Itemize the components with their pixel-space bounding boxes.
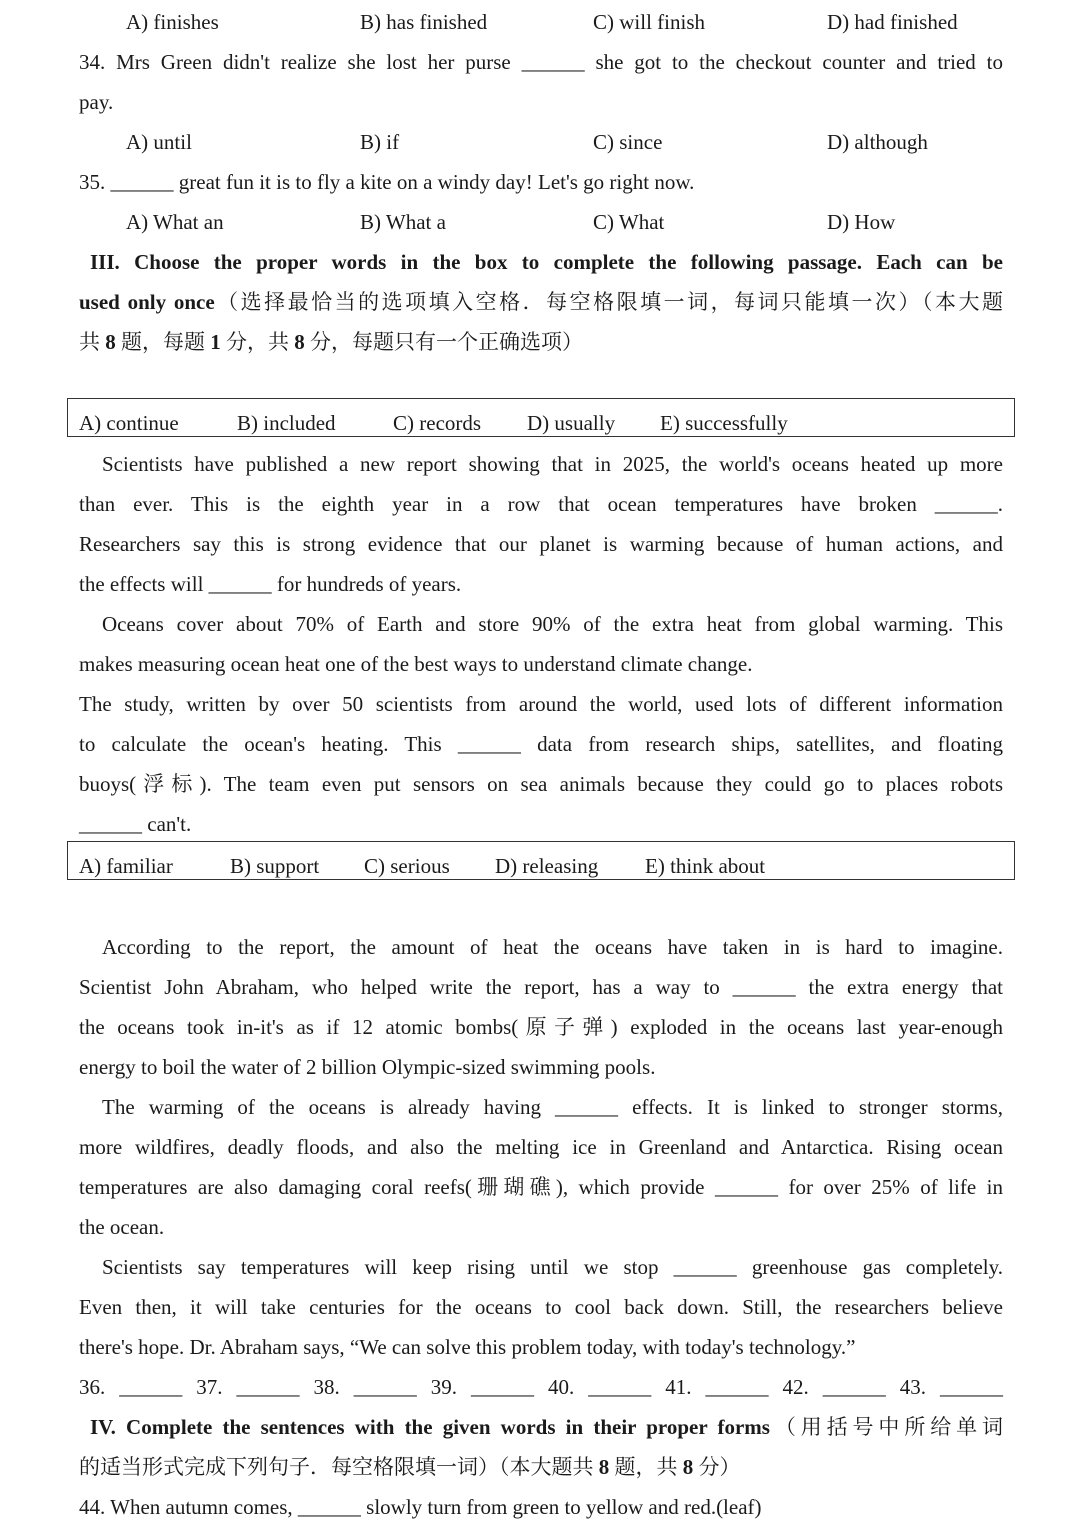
text-line — [79, 1494, 1003, 1520]
text-line — [79, 1294, 1003, 1320]
word-box-item: E) successfully — [660, 411, 788, 435]
word-box-item: B) support — [230, 854, 320, 878]
text-segment: IV. Complete the sentences with the given words in their proper forms — [90, 1415, 770, 1439]
text-segment: energy to boil the water of 2 billion Olympic-sized swimming pools. — [79, 1055, 656, 1079]
text-segment: pay. — [79, 90, 114, 114]
text-line — [79, 531, 1003, 557]
text-segment: 8 — [294, 330, 305, 354]
text-segment: Researchers say this is strong evidence that our planet is warming because of human actions, and — [79, 532, 1003, 556]
text-segment: 共 — [79, 330, 106, 354]
word-box-item: B) included — [237, 411, 336, 435]
text-segment: 8 — [598, 1455, 610, 1479]
section-heading — [90, 1414, 1003, 1440]
text-segment: Scientist John Abraham, who helped write the report, has a way to ______ the extra energy that — [79, 975, 1003, 999]
text-segment: to calculate the ocean's heating. This ______ data from research ships, satellites, and floating — [79, 732, 1003, 756]
text-line — [79, 89, 1003, 115]
word-box-item: C) serious — [364, 854, 450, 878]
text-segment: 36. ______ 37. ______ 38. ______ 39. ______ 40. ______ 41. ______ 42. ______ 43. ______ — [79, 1375, 1003, 1399]
answer-option: A) finishes — [126, 10, 219, 34]
text-line — [79, 491, 1003, 517]
text-line — [79, 691, 1003, 717]
section-heading — [90, 249, 1003, 275]
text-line — [102, 451, 1003, 477]
text-line — [79, 1374, 1003, 1400]
text-line — [102, 1094, 1003, 1120]
text-segment: used only once — [79, 290, 215, 314]
text-segment: than ever. This is the eighth year in a row that ocean temperatures have broken ______. — [79, 492, 1003, 516]
text-segment: Even then, it will take centuries for the oceans to cool back down. Still, the researchers believe — [79, 1295, 1003, 1319]
word-box-item: A) familiar — [79, 854, 173, 878]
answer-option: D) had finished — [827, 10, 958, 34]
text-line — [79, 169, 1003, 195]
text-line — [79, 289, 1003, 315]
text-line — [79, 1174, 1003, 1200]
word-box-item: D) releasing — [495, 854, 599, 878]
text-segment: more wildfires, deadly floods, and also the melting ice in Greenland and Antarctica. Rising ocean — [79, 1135, 1003, 1159]
text-line — [79, 1054, 1003, 1080]
text-line — [79, 1014, 1003, 1040]
text-segment: there's hope. Dr. Abraham says, “We can solve this problem today, with today's technology.” — [79, 1335, 856, 1359]
text-segment: 题，每题 — [115, 330, 211, 354]
text-segment: The warming of the oceans is already having ______ effects. It is linked to stronger storms, — [102, 1095, 1003, 1119]
text-line — [79, 974, 1003, 1000]
text-segment: 分，每题只有一个正确选项） — [304, 330, 583, 354]
text-segment: the effects will ______ for hundreds of years. — [79, 572, 462, 596]
text-line — [79, 1334, 1003, 1360]
text-segment: According to the report, the amount of heat the oceans have taken in is hard to imagine. — [102, 935, 1003, 959]
text-segment: The study, written by over 50 scientists from around the world, used lots of different information — [79, 692, 1003, 716]
text-line — [79, 771, 1003, 797]
answer-option: A) What an — [126, 210, 224, 234]
text-segment: 8 — [105, 330, 116, 354]
text-segment: ______ can't. — [79, 812, 192, 836]
answer-option: B) What a — [360, 210, 446, 234]
text-segment: 1 — [210, 330, 221, 354]
text-line — [79, 731, 1003, 757]
answer-option: B) if — [360, 130, 400, 154]
text-segment: 的适当形式完成下列句子．每空格限填一词）（本大题共 — [79, 1455, 599, 1479]
text-line — [79, 571, 1003, 597]
answer-option: C) will finish — [593, 10, 706, 34]
text-segment: Scientists have published a new report showing that in 2025, the world's oceans heated up more — [102, 452, 1003, 476]
text-line — [79, 49, 1003, 75]
text-segment: 44. When autumn comes, ______ slowly turn from green to yellow and red.(leaf) — [79, 1495, 762, 1519]
text-segment: buoys(浮标). The team even put sensors on sea animals because they could go to places robots — [79, 772, 1003, 796]
text-line — [79, 1214, 1003, 1240]
text-segment: Scientists say temperatures will keep rising until we stop ______ greenhouse gas completely. — [102, 1255, 1003, 1279]
answer-option: B) has finished — [360, 10, 488, 34]
text-segment: 题，共 — [609, 1455, 683, 1479]
text-segment: 分，共 — [220, 330, 295, 354]
text-line — [79, 811, 1003, 837]
word-box-item: D) usually — [527, 411, 616, 435]
text-segment: （用括号中所给单词 — [769, 1415, 1004, 1439]
text-line — [79, 1454, 1003, 1480]
answer-option: C) since — [593, 130, 663, 154]
text-segment: 34. Mrs Green didn't realize she lost her purse ______ she got to the checkout counter and tried to — [79, 50, 1003, 74]
text-segment: the ocean. — [79, 1215, 165, 1239]
text-line — [79, 329, 1003, 355]
word-box-item: C) records — [393, 411, 482, 435]
text-line — [102, 1254, 1003, 1280]
answer-option: C) What — [593, 210, 665, 234]
text-segment: temperatures are also damaging coral reefs(珊瑚礁), which provide ______ for over 25% of life in — [79, 1175, 1003, 1199]
text-segment: Oceans cover about 70% of Earth and store 90% of the extra heat from global warming. This — [102, 612, 1003, 636]
answer-option: A) until — [126, 130, 192, 154]
answer-option: D) although — [827, 130, 928, 154]
text-segment: the oceans took in-it's as if 12 atomic bombs(原子弹) exploded in the oceans last year-enough — [79, 1015, 1003, 1039]
text-segment: makes measuring ocean heat one of the best ways to understand climate change. — [79, 652, 753, 676]
word-box-item: A) continue — [79, 411, 179, 435]
text-line — [79, 1134, 1003, 1160]
text-line — [79, 651, 1003, 677]
text-segment: （选择最恰当的选项填入空格．每空格限填一词，每词只能填一次）（本大题 — [214, 290, 1004, 314]
text-segment: 分） — [693, 1455, 741, 1479]
word-box-item: E) think about — [645, 854, 766, 878]
text-segment: 8 — [682, 1455, 694, 1479]
text-line — [102, 611, 1003, 637]
answer-option: D) How — [827, 210, 896, 234]
text-segment: 35. ______ great fun it is to fly a kite on a windy day! Let's go right now. — [79, 170, 695, 194]
text-line — [102, 934, 1003, 960]
text-segment: III. Choose the proper words in the box to complete the following passage. Each can be — [90, 250, 1003, 274]
